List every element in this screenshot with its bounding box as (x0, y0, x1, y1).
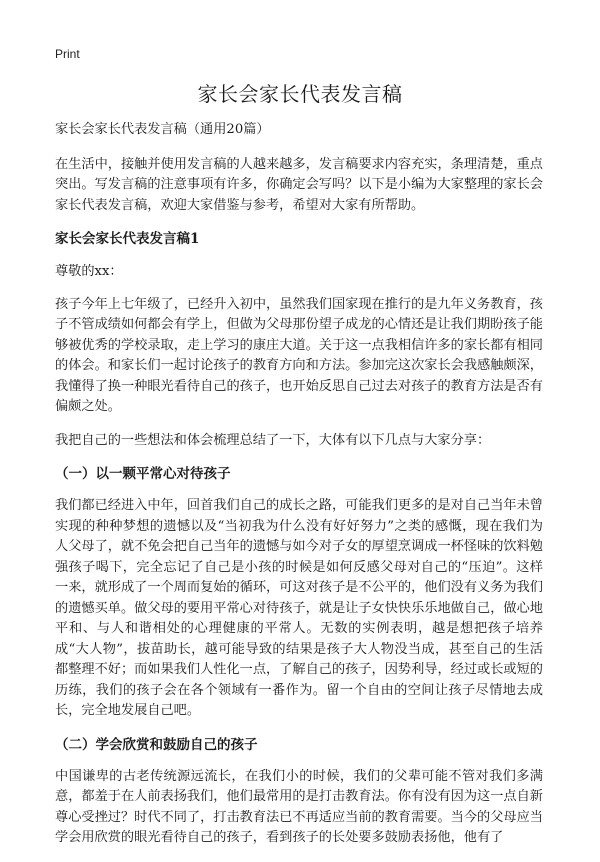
body-paragraph-3: 我们都已经进入中年，回首我们自己的成长之路，可能我们更多的是对自己当年未曾实现的种种梦想的遗憾以及“当初我为什么没有好好努力”之类的感慨，现在我们为人父母了，就不免会把自己当年的遗憾与如今对子女的厚望烹调成一杯怪味的饮料勉强孩子喝下，完全忘记了自己是小孩的时候是如何反感父母对自己的“压迫”。这样一来，就形成了一个周而复始的循环，可这对孩子是不公平的，他们没有义务为我们的遗憾买单。做父母的要用平常心对待孩子，就是让子女快快乐乐地做自己，做心地平和、与人和谐相处的心理健康的平常人。无数的实例表明，越是想把孩子培养成“大人物”，拔苗助长，越可能导致的结果是孩子大人物没当成，甚至自己的生活都整理不好；而如果我们人性化一点，了解自己的孩子，因势利导，经过或长或短的历练，我们的孩子会在各个领域有一番作为。留一个自由的空间让孩子尽情地去成长，完全地发展自己吧。 (55, 498, 543, 718)
body-paragraph-4: 中国谦卑的古老传统源远流长，在我们小的时候，我们的父辈可能不管对我们多满意，都羞于在人前表扬我们，他们最常用的是打击教育法。你有没有因为这一点自新尊心受挫过？时代不同了，打击教育法已不再适应当前的教育需要。当今的父母应当学会用欣赏的眼光看待自己的孩子，看到孩子的长处要多鼓励表扬他，他有了 (55, 768, 543, 845)
document-subtitle: 家长会家长代表发言稿（通用20篇） (55, 122, 270, 137)
subheading-1: （一）以一颗平常心对待孩子 (55, 466, 231, 482)
section-heading: 家长会家长代表发言稿1 (55, 231, 200, 247)
body-paragraph-2: 我把自己的一些想法和体会梳理总结了一下，大体有以下几点与大家分享： (55, 432, 491, 448)
greeting: 尊敬的xx： (55, 264, 123, 279)
subheading-2: （二）学会欣赏和鼓励自己的孩子 (55, 736, 258, 753)
print-link[interactable]: Print (55, 47, 80, 61)
document-body (55, 120, 543, 862)
page-title: 家长会家长代表发言稿 (197, 82, 403, 106)
intro-paragraph: 在生活中，接触并使用发言稿的人越来越多，发言稿要求内容充实，条理清楚，重点突出。写发言稿的注意事项有许多，你确定会写吗？以下是小编为大家整理的家长会家长代表发言稿，欢迎大家借鉴与参考，希望对大家有所帮助。 (55, 156, 543, 213)
body-paragraph-1: 孩子今年上七年级了，已经升入初中，虽然我们国家现在推行的是九年义务教育，孩子不管成绩如何都会有学上，但做为父母那份望子成龙的心情还是让我们期盼孩子能够被优秀的学校录取，走上学习的康庄大道。关于这一点我相信许多的家长都有相同的体会。和家长们一起讨论孩子的教育方向和方法。参加完这次家长会我感触颇深，我懂得了换一种眼光看待自己的孩子，也开始反思自己过去对孩子的教育方法是否有偏颇之处。 (55, 296, 543, 414)
